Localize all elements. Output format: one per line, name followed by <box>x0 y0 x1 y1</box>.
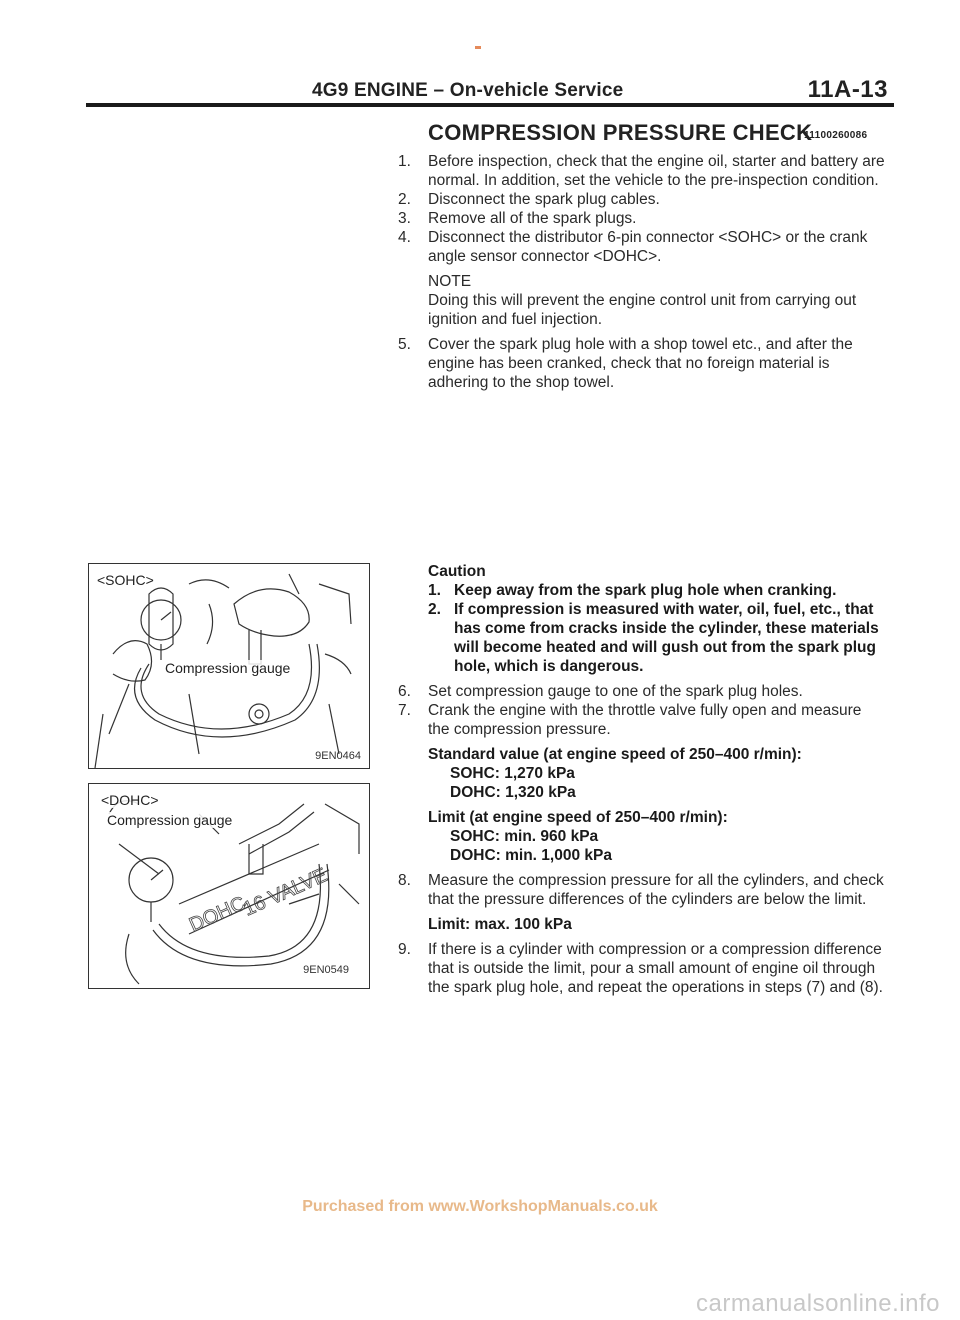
step-5: 5. Cover the spark plug hole with a shop towel etc., and after the engine has been cranked, check that no foreign material is adhering to the shop towel. <box>398 336 853 391</box>
dohc-valve-text: 16 VALVE <box>240 864 331 921</box>
header-rule <box>86 103 894 107</box>
step-3: 3. Remove all of the spark plugs. <box>398 210 637 227</box>
site-watermark: carmanualsonline.info <box>696 1290 940 1317</box>
standard-value-label: Standard value (at engine speed of 250–400 r/min): <box>428 746 802 763</box>
caution-item-2: 2. If compression is measured with water, oil, fuel, etc., that has come from cracks inside the cylinder, these materials will become heated and will gush out from the spark plug hole, which is dangerous. <box>428 601 879 675</box>
limit-dohc: DOHC: min. 1,000 kPa <box>450 847 612 864</box>
purchase-watermark: Purchased from www.WorkshopManuals.co.uk <box>302 1198 658 1215</box>
limit-label: Limit (at engine speed of 250–400 r/min): <box>428 809 728 826</box>
top-mark <box>475 46 481 49</box>
step-7: 7. Crank the engine with the throttle valve fully open and measure the compression pressure. <box>398 702 862 738</box>
dohc-head-text: DOHC <box>186 892 249 937</box>
step-8: 8. Measure the compression pressure for all the cylinders, and check that the pressure differences of the cylinders are below the limit. <box>398 872 884 908</box>
caution-item-1: 1. Keep away from the spark plug hole when cranking. <box>428 582 837 599</box>
limit-sohc: SOHC: min. 960 kPa <box>450 828 599 845</box>
step-2: 2. Disconnect the spark plug cables. <box>398 191 660 208</box>
standard-dohc: DOHC: 1,320 kPa <box>450 784 576 801</box>
dohc-variant-label: <DOHC> <box>101 792 159 808</box>
sohc-illustration <box>88 563 370 769</box>
page-header-title: 4G9 ENGINE – On-vehicle Service <box>312 80 624 101</box>
dohc-figure-code: 9EN0549 <box>303 964 349 976</box>
note-block <box>398 272 886 329</box>
section-title: COMPRESSION PRESSURE CHECK <box>428 120 813 145</box>
section-code: 11100260086 <box>804 130 868 141</box>
standard-sohc: SOHC: 1,270 kPa <box>450 765 575 782</box>
sohc-gauge-label: Compression gauge <box>165 660 291 676</box>
dohc-illustration <box>88 783 370 989</box>
step-4: 4. Disconnect the distributor 6-pin connector <SOHC> or the crank angle sensor connector <DOHC>. <box>398 229 868 265</box>
note-text: Doing this will prevent the engine control unit from carrying out ignition and fuel injection. <box>428 292 857 328</box>
sohc-figure-code: 9EN0464 <box>315 750 361 762</box>
step-1: 1. Before inspection, check that the engine oil, starter and battery are normal. In addition, set the vehicle to the pre-inspection condition. <box>398 153 885 189</box>
sohc-variant-label: <SOHC> <box>97 572 154 588</box>
limit-difference: Limit: max. 100 kPa <box>428 916 572 933</box>
step-9: 9. If there is a cylinder with compression or a compression difference that is outside the limit, pour a small amount of engine oil through the spark plug hole, and repeat the operations in steps (7) and (8). <box>398 941 883 996</box>
procedure-steps-upper <box>398 152 886 392</box>
page-number: 11A-13 <box>807 76 888 103</box>
note-label: NOTE <box>428 273 472 290</box>
dohc-gauge-label: Compression gauge <box>107 812 233 828</box>
caution-label: Caution <box>428 563 486 580</box>
step-6: 6. Set compression gauge to one of the spark plug holes. <box>398 683 803 700</box>
procedure-steps-lower <box>398 562 886 997</box>
